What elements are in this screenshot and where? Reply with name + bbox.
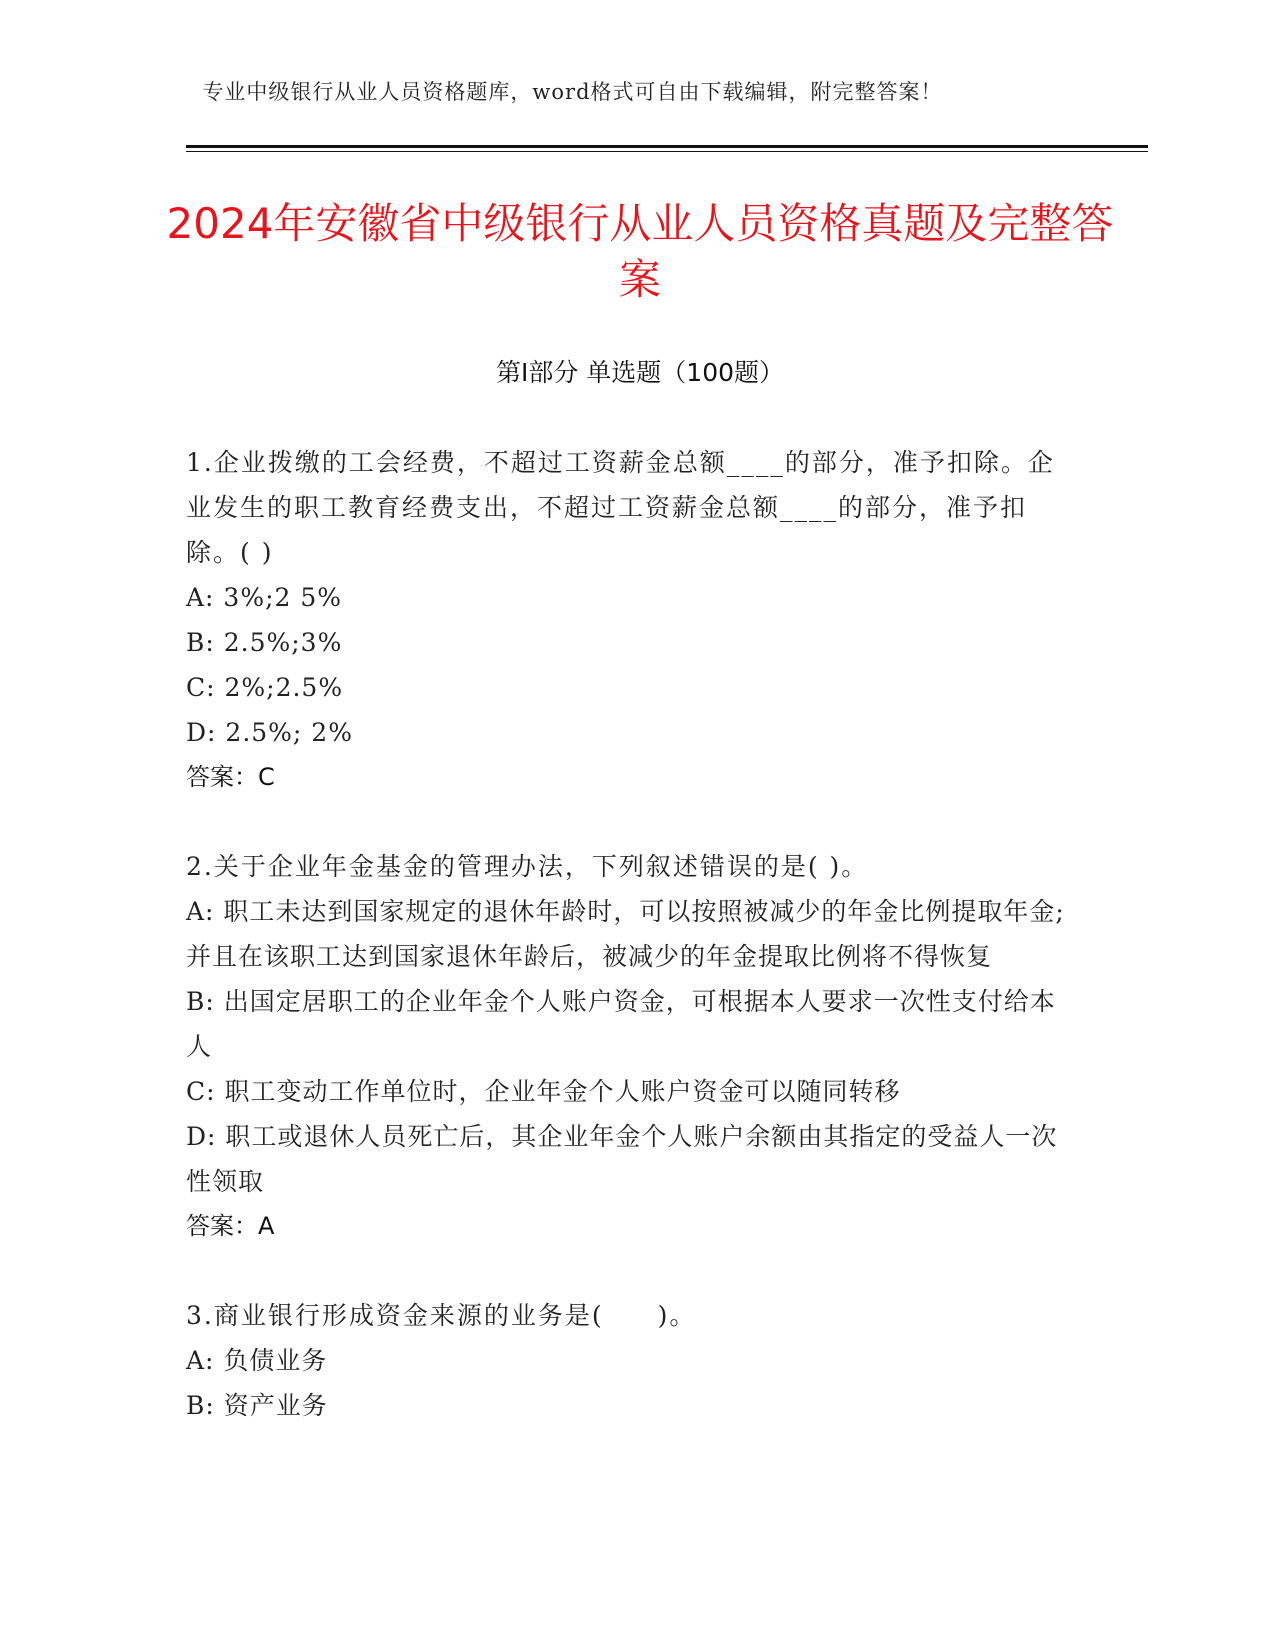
header-note: 专业中级银行从业人员资格题库，word格式可自由下载编辑，附完整答案！ [202, 80, 943, 104]
header-rule-thin [186, 151, 1148, 152]
option-d: D: 职工或退休人员死亡后，其企业年金个人账户余额由其指定的受益人一次性领取 [186, 1122, 1058, 1196]
answer-line: 答案：C [186, 763, 275, 791]
header-rule-thick [186, 145, 1148, 148]
document-title: 2024年安徽省中级银行从业人员资格真题及完整答案 [166, 199, 1114, 304]
option-a: A: 3%;2 5% [186, 583, 343, 612]
option-d: D: 2.5%; 2% [186, 718, 353, 747]
question-stem: 1.企业拨缴的工会经费，不超过工资薪金总额____的部分，准予扣除。企业发生的职工教育经费支出，不超过工资薪金总额____的部分，准予扣除。( ) [186, 448, 1055, 567]
question-stem: 3.商业银行形成资金来源的业务是( )。 [186, 1301, 697, 1330]
question-3 [186, 1293, 1066, 1428]
option-a: A: 负债业务 [186, 1346, 328, 1375]
option-b: B: 出国定居职工的企业年金个人账户资金，可根据本人要求一次性支付给本人 [186, 987, 1056, 1061]
option-c: C: 职工变动工作单位时，企业年金个人账户资金可以随同转移 [186, 1077, 901, 1106]
question-2 [186, 844, 1066, 1249]
option-b: B: 资产业务 [186, 1391, 328, 1420]
question-list [186, 440, 1066, 1472]
option-c: C: 2%;2.5% [186, 673, 344, 702]
option-a: A: 职工未达到国家规定的退休年龄时，可以按照被减少的年金比例提取年金;并且在该职工达到国家退休年龄后，被减少的年金提取比例将不得恢复 [186, 897, 1065, 971]
option-b: B: 2.5%;3% [186, 628, 343, 657]
question-stem: 2.关于企业年金基金的管理办法，下列叙述错误的是( )。 [186, 852, 869, 881]
section-title: 第Ⅰ部分 单选题（100题） [495, 358, 785, 387]
question-1 [186, 440, 1066, 800]
answer-line: 答案：A [186, 1212, 275, 1240]
